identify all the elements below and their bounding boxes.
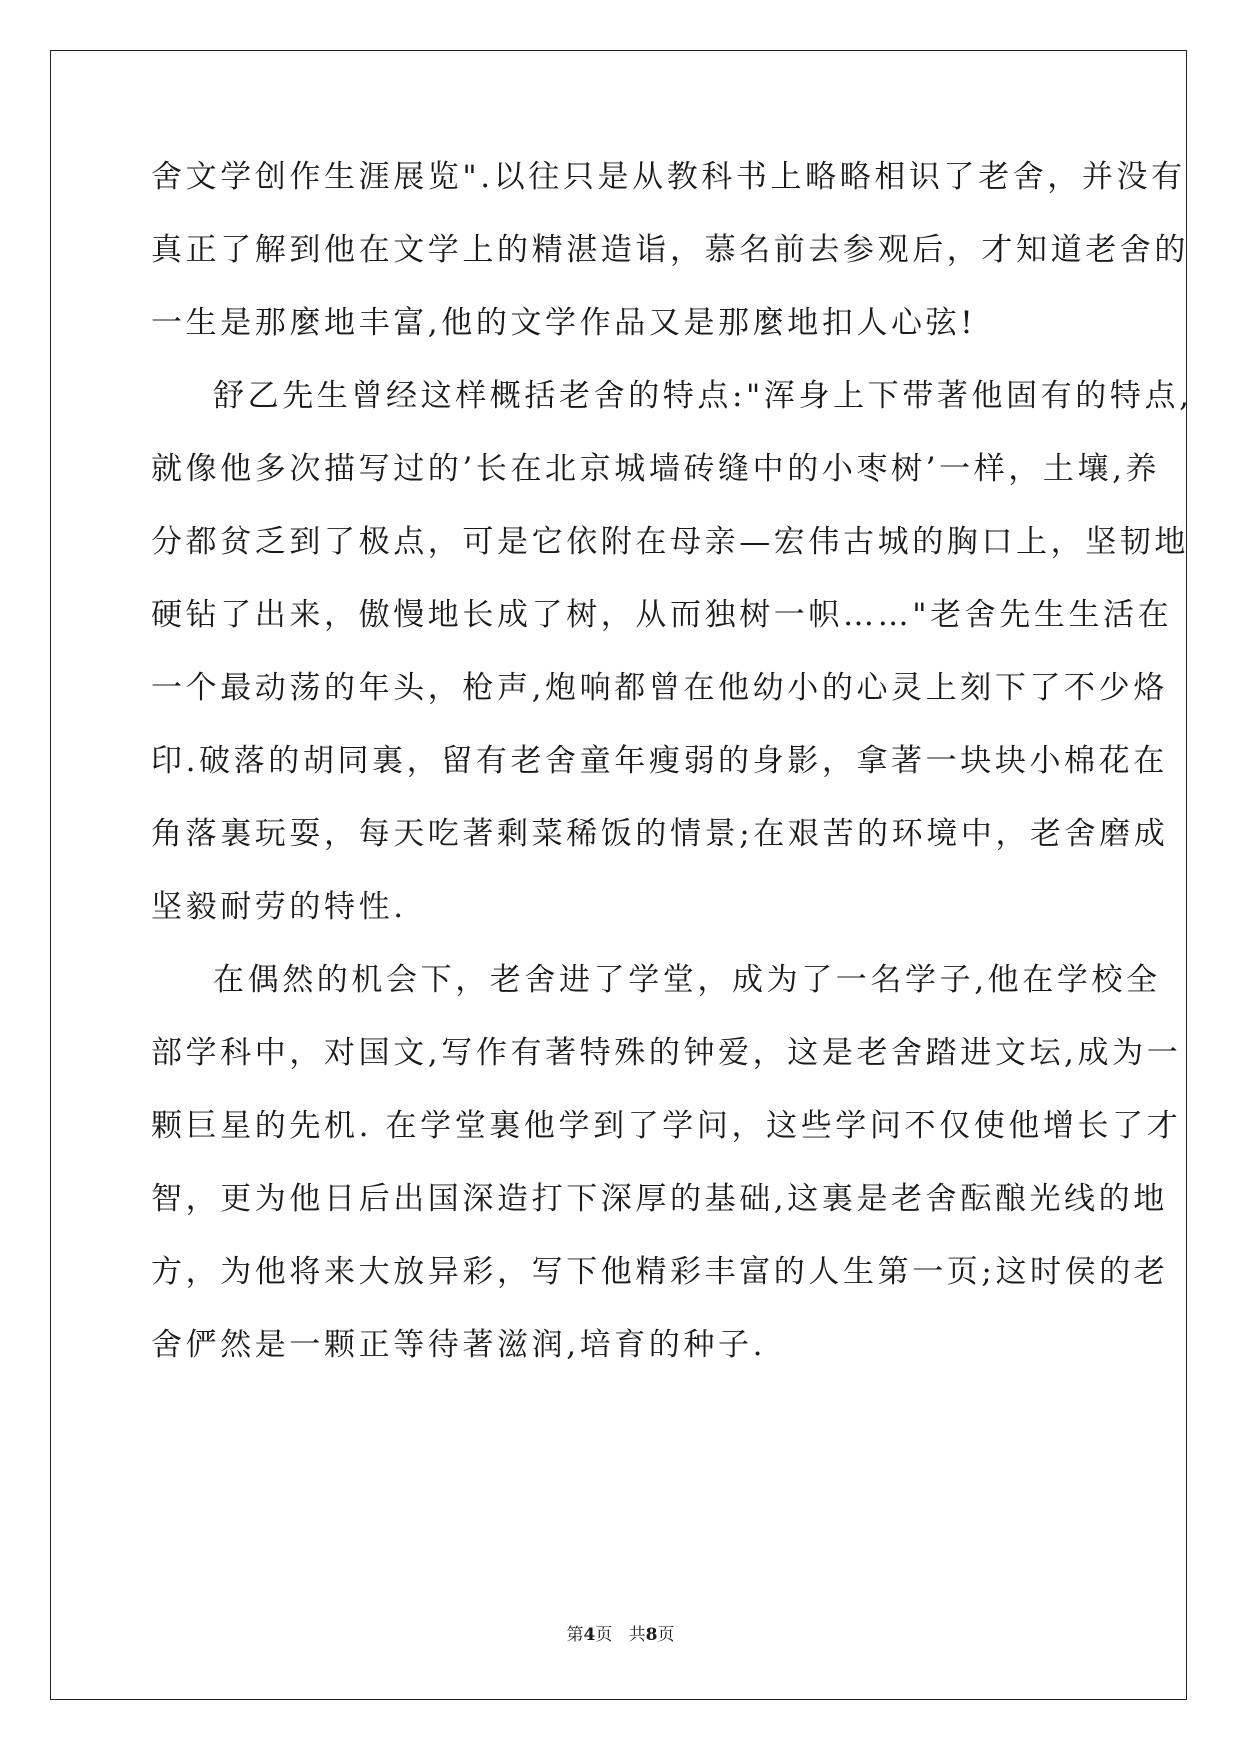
text-line: 就像他多次描写过的’长在北京城墙砖缝中的小枣树’一样，土壤,养 xyxy=(151,451,1161,487)
text-line: 角落裏玩耍，每天吃著剩菜稀饭的情景;在艰苦的环境中，老舍磨成 xyxy=(151,816,1169,852)
text-line: 印.破落的胡同裏，留有老舍童年瘦弱的身影，拿著一块块小棉花在 xyxy=(151,743,1168,779)
current-page-number: 4 xyxy=(583,1625,596,1645)
total-pages-number: 8 xyxy=(645,1625,658,1645)
text-line: 坚毅耐劳的特性. xyxy=(151,889,407,925)
text-line: 智，更为他日后出国深造打下深厚的基础,这裏是老舍酝酿光线的地 xyxy=(151,1181,1168,1217)
text-line: 颗巨星的先机. 在学堂裏他学到了学问，这些学问不仅使他增长了才 xyxy=(151,1108,1182,1144)
text-line: 部学科中，对国文,写作有著特殊的钟爱，这是老舍踏进文坛,成为一 xyxy=(151,1035,1182,1071)
footer-prefix: 第 xyxy=(566,1625,584,1645)
text-line: 一生是那麼地丰富,他的文学作品又是那麼地扣人心弦! xyxy=(151,305,977,341)
footer-middle: 页 共 xyxy=(595,1625,646,1645)
text-line: 硬钻了出来，傲慢地长成了树，从而独树一帜……"老舍先生生活在 xyxy=(151,597,1173,633)
page-border xyxy=(50,50,1187,1700)
text-line: 舍俨然是一颗正等待著滋润,培育的种子. xyxy=(151,1327,767,1363)
text-line: 一个最动荡的年头，枪声,炮响都曾在他幼小的心灵上刻下了不少烙 xyxy=(151,670,1168,706)
footer-suffix: 页 xyxy=(657,1625,675,1645)
paragraph-start-line: 在偶然的机会下，老舍进了学堂，成为了一名学子,他在学校全 xyxy=(213,962,1161,998)
text-line: 舍文学创作生涯展览".以往只是从教科书上略略相识了老舍，并没有 xyxy=(151,159,1186,195)
paragraph-start-line: 舒乙先生曾经这样概括老舍的特点:"浑身上下带著他固有的特点, xyxy=(213,378,1193,414)
text-line: 真正了解到他在文学上的精湛造诣，慕名前去参观后，才知道老舍的 xyxy=(151,232,1189,268)
page-footer xyxy=(0,1620,1241,1645)
text-line: 分都贫乏到了极点，可是它依附在母亲—宏伟古城的胸口上，坚韧地 xyxy=(151,524,1189,560)
text-line: 方，为他将来大放异彩，写下他精彩丰富的人生第一页;这时侯的老 xyxy=(151,1254,1169,1290)
